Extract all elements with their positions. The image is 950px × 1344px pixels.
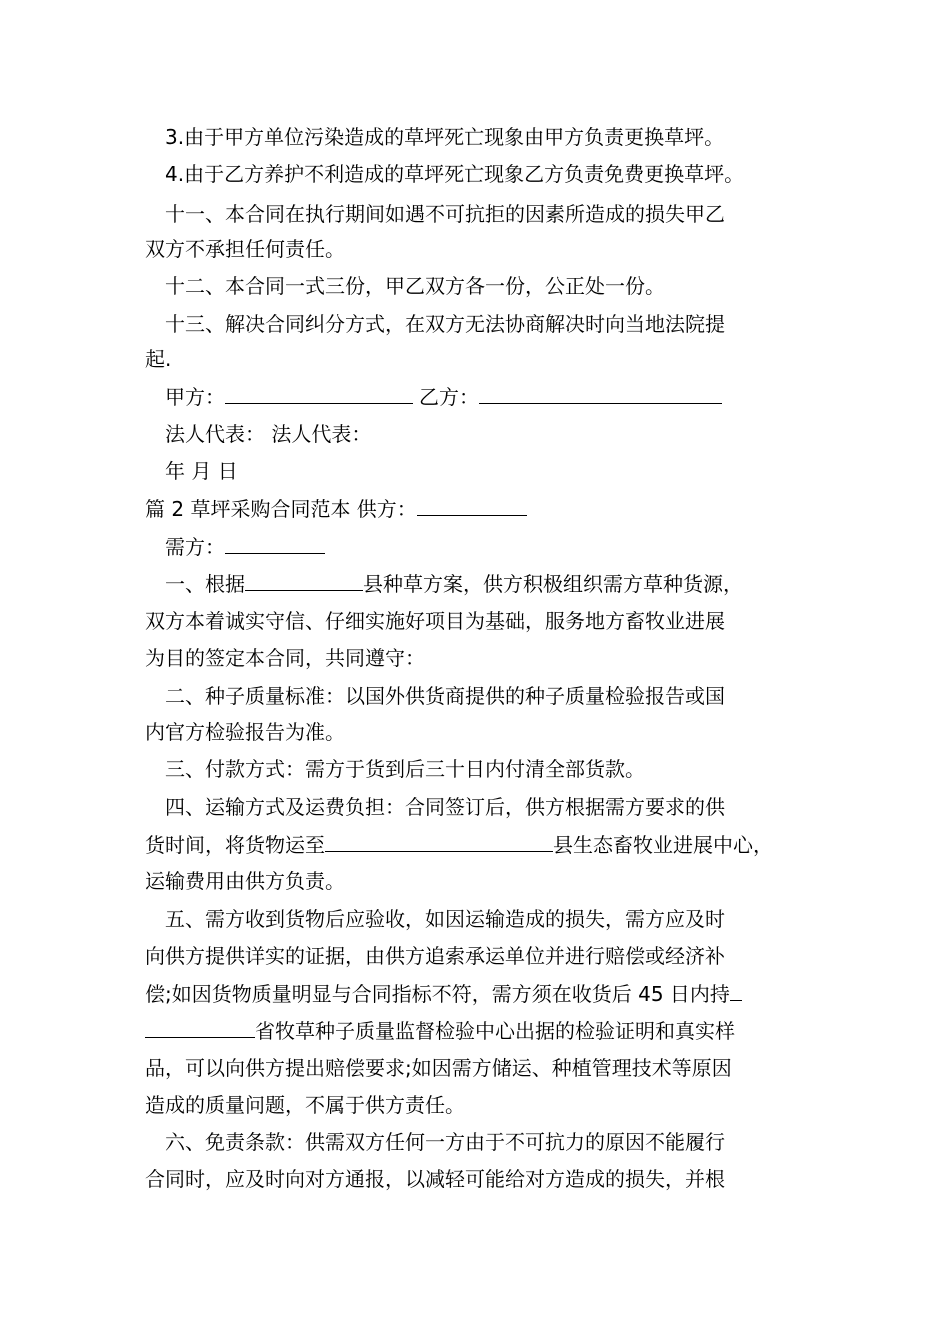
article-4-line-2 [145, 831, 773, 857]
buyer-label: 需方： [165, 535, 225, 559]
article-4-prefix: 货时间，将货物运至 [145, 833, 325, 857]
article-13-line-2: 起. [145, 347, 172, 371]
article-4-suffix: 县生态畜牧业进展中心， [553, 833, 773, 857]
province-blank [145, 1017, 255, 1038]
article-1-suffix: 县种草方案，供方积极组织需方草种货源， [363, 572, 743, 596]
article-11-line-1: 十一、本合同在执行期间如遇不可抗拒的因素所造成的损失甲乙 [165, 202, 725, 226]
party-b-blank [479, 383, 722, 404]
article-1-line-3: 为目的签定本合同，共同遵守： [145, 646, 425, 670]
article-12: 十二、本合同一式三份，甲乙双方各一份，公正处一份。 [165, 274, 665, 298]
supplier-blank [417, 495, 527, 516]
article-1-line-2: 双方本着诚实守信、仔细实施好项目为基础，服务地方畜牧业进展 [145, 609, 725, 633]
article-4-line-3: 运输费用由供方负责。 [145, 869, 345, 893]
article-5-line-3 [145, 980, 742, 1006]
article-5-line-4 [145, 1017, 735, 1043]
article-2-line-1: 二、种子质量标准：以国外供货商提供的种子质量检验报告或国 [165, 684, 725, 708]
county-blank-1 [245, 570, 363, 591]
party-a-label: 甲方： [165, 385, 225, 409]
article-13-line-1: 十三、解决合同纠分方式，在双方无法协商解决时向当地法院提 [165, 312, 725, 336]
buyer-line [165, 533, 325, 559]
legal-representatives: 法人代表： 法人代表： [165, 422, 372, 446]
article-5-line-2: 向供方提供详实的证据，由供方追索承运单位并进行赔偿或经济补 [145, 944, 725, 968]
destination-blank [325, 831, 553, 852]
party-a-blank [225, 383, 413, 404]
article-6-line-2: 合同时，应及时向对方通报，以减轻可能给对方造成的损失，并根 [145, 1167, 725, 1191]
article-5-line-5: 品，可以向供方提出赔偿要求;如因需方储运、种植管理技术等原因 [145, 1056, 732, 1080]
article-1-prefix: 一、根据 [165, 572, 245, 596]
province-blank-start [730, 980, 742, 1001]
article-5-line-6: 造成的质量问题，不属于供方责任。 [145, 1093, 465, 1117]
clause-4: 4.由于乙方养护不利造成的草坪死亡现象乙方负责免费更换草坪。 [165, 162, 745, 186]
article-3: 三、付款方式：需方于货到后三十日内付清全部货款。 [165, 757, 645, 781]
article-5-line-4-text: 省牧草种子质量监督检验中心出据的检验证明和真实样 [255, 1019, 735, 1043]
date-line: 年 月 日 [165, 459, 238, 483]
buyer-blank [225, 533, 325, 554]
article-6-line-1: 六、免责条款：供需双方任何一方由于不可抗力的原因不能履行 [165, 1130, 725, 1154]
article-5-line-3-text: 偿;如因货物质量明显与合同指标不符，需方须在收货后 45 日内持 [145, 982, 730, 1006]
article-4-line-1: 四、运输方式及运费负担：合同签订后，供方根据需方要求的供 [165, 795, 725, 819]
party-b-label: 乙方： [419, 385, 479, 409]
article-2-line-2: 内官方检验报告为准。 [145, 720, 345, 744]
clause-3: 3.由于甲方单位污染造成的草坪死亡现象由甲方负责更换草坪。 [165, 125, 725, 149]
section-2-title: 篇 2 草坪采购合同范本 供方： [145, 497, 417, 521]
article-5-line-1: 五、需方收到货物后应验收，如因运输造成的损失，需方应及时 [165, 907, 725, 931]
article-1-line-1 [165, 570, 743, 596]
section-2-heading [145, 495, 527, 521]
signature-line [165, 383, 722, 409]
article-11-line-2: 双方不承担任何责任。 [145, 237, 345, 261]
